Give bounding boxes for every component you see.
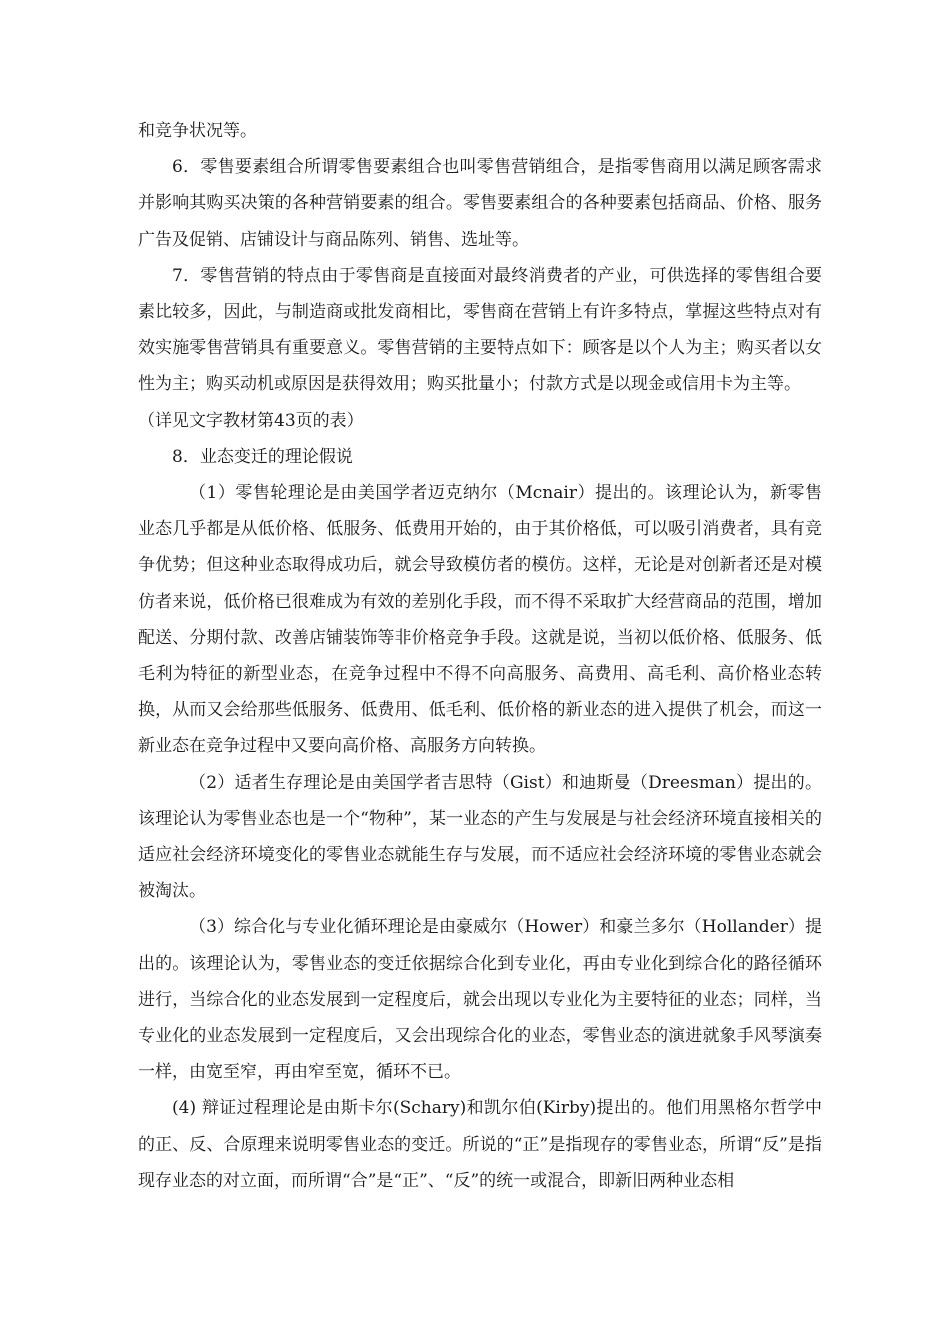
paragraph-theory-4: (4) 辩证过程理论是由斯卡尔(Schary)和凯尔伯(Kirby)提出的。他们用黑格尔哲学中的正、反、合原理来说明零售业态的变迁。所说的“正”是指现存的零售业态，所谓“反”是指现存业态的对立面，而所谓“合”是“正”、“反”的统一或混合，即新旧两种业态相 [138,1098,822,1191]
paragraph-reference-note: （详见文字教材第43页的表） [138,410,364,431]
paragraph-theory-1: （1）零售轮理论是由美国学者迈克纳尔（Mcnair）提出的。该理论认为，新零售业态几乎都是从低价格、低服务、低费用开始的，由于其价格低，可以吸引消费者，具有竞争优势；但这种业态取得成功后，就会导致模仿者的模仿。这样，无论是对创新者还是对模仿者来说，低价格已很难成为有效的差别化手段，而不得不采取扩大经营商品的范围，增加配送、分期付款、改善店铺装饰等非价格竞争手段。这就是说，当初以低价格、低服务、低毛利为特征的新型业态，在竞争过程中不得不向高服务、高费用、高毛利、高价格业态转换，从而又会给那些低服务、低费用、低毛利、低价格的新业态的进入提供了机会，而这一新业态在竞争过程中又要向高价格、高服务方向转换。 [138,483,822,757]
paragraph-8-heading: 8．业态变迁的理论假说 [172,446,353,467]
paragraph-6-retail-mix: 6．零售要素组合所谓零售要素组合也叫零售营销组合，是指零售商用以满足顾客需求并影响其购买决策的各种营销要素的组合。零售要素组合的各种要素包括商品、价格、服务广告及促销、店铺设计与商品陈列、销售、选址等。 [138,157,822,250]
paragraph-theory-2: （2）适者生存理论是由美国学者吉思特（Gist）和迪斯曼（Dreesman）提出的。该理论认为零售业态也是一个“物种”，某一业态的产生与发展是与社会经济环境直接相关的适应社会经济环境变化的零售业态就能生存与发展，而不适应社会经济环境的零售业态就会被淘汰。 [138,772,822,902]
paragraph-continuation: 和竞争状况等。 [138,121,257,141]
paragraph-theory-3: （3）综合化与专业化循环理论是由豪威尔（Hower）和豪兰多尔（Hollander）提出的。该理论认为，零售业态的变迁依据综合化到专业化，再由专业化到综合化的路径循环进行，当综合化的业态发展到一定程度后，就会出现以专业化为主要特征的业态；同样，当专业化的业态发展到一定程度后，又会出现综合化的业态，零售业态的演进就象手风琴演奏一样，由宽至窄，再由窄至宽，循环不已。 [138,917,822,1083]
document-body [138,113,822,1199]
paragraph-7-retail-marketing: 7．零售营销的特点由于零售商是直接面对最终消费者的产业，可供选择的零售组合要素比较多，因此，与制造商或批发商相比，零售商在营销上有许多特点，掌握这些特点对有效实施零售营销具有重要意义。零售营销的主要特点如下：顾客是以个人为主；购买者以女性为主；购买动机或原因是获得效用；购买批量小；付款方式是以现金或信用卡为主等。 [138,265,822,395]
